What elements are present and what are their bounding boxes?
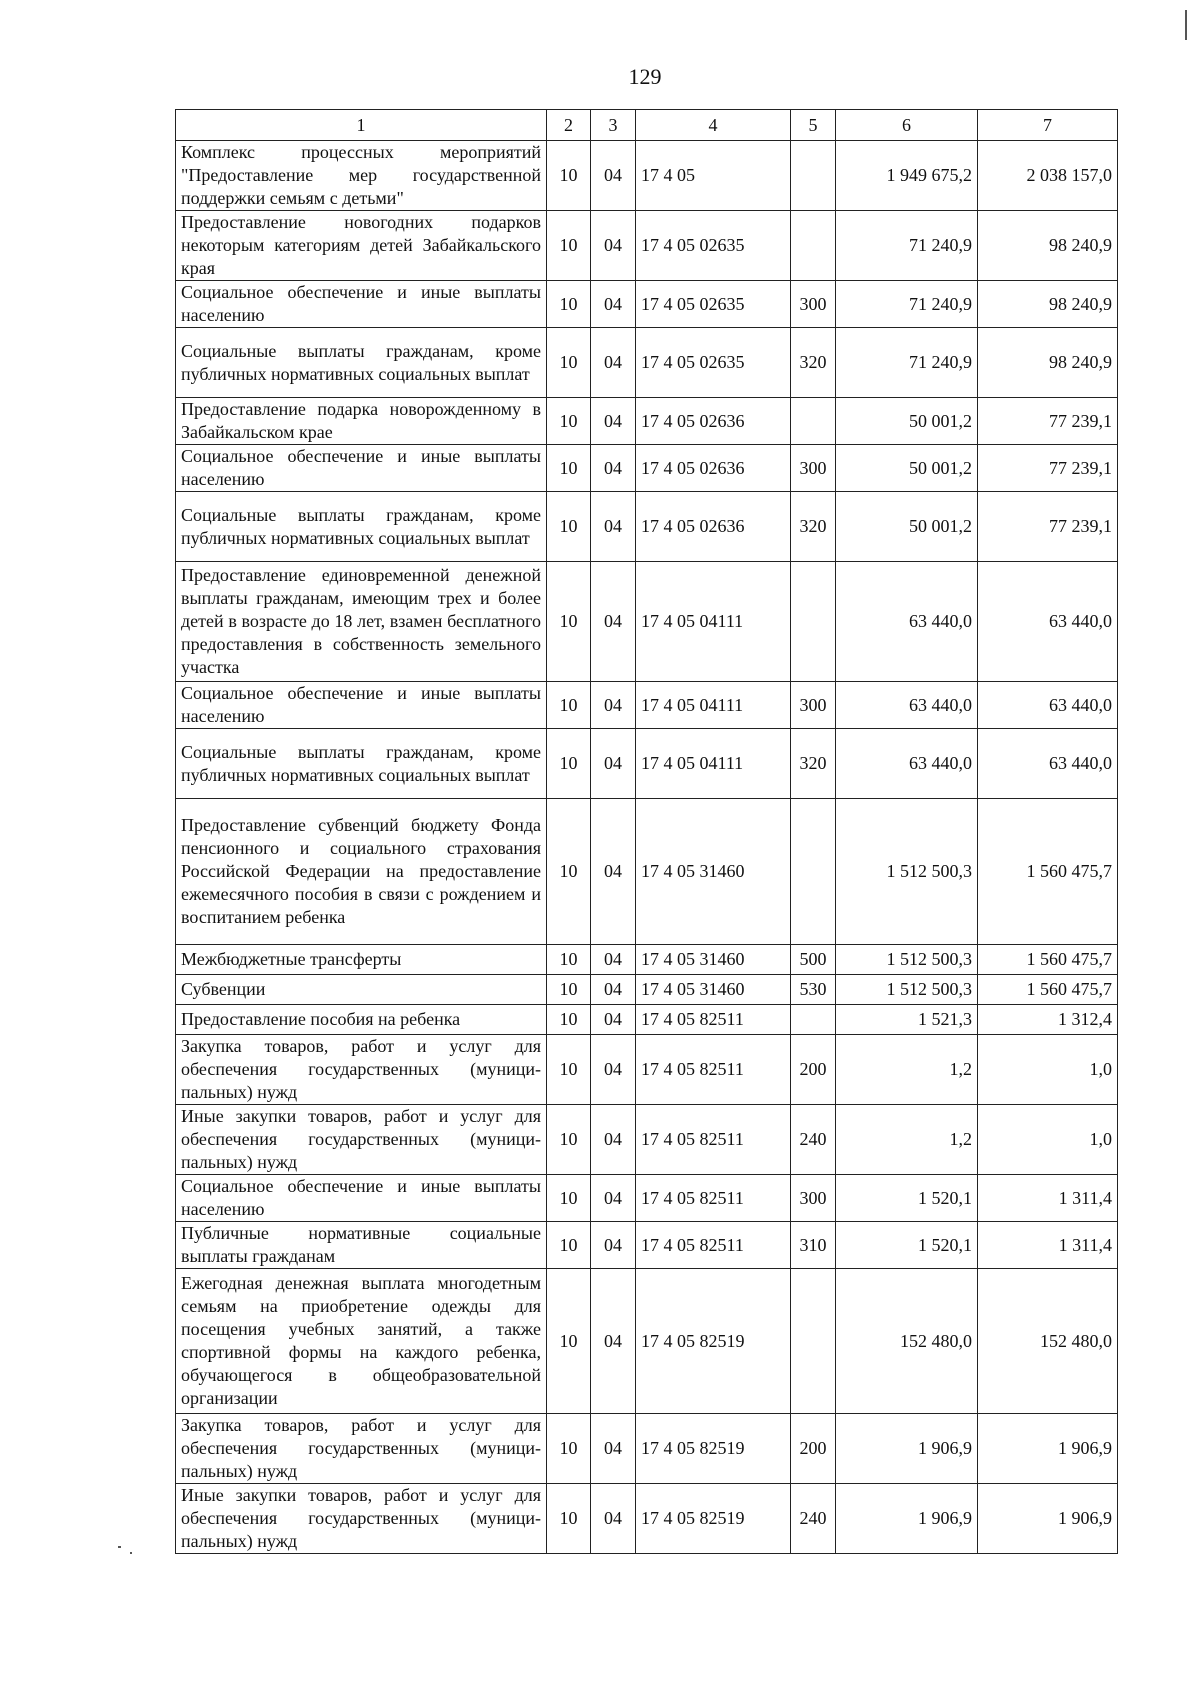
- row-target-code: 17 4 05 02635: [636, 328, 791, 398]
- page-number: 129: [628, 64, 662, 89]
- table-row: [176, 328, 1118, 398]
- row-amount-col6: 1 512 500,3: [836, 975, 978, 1005]
- row-expense-type: 300: [791, 445, 836, 492]
- column-header: 7: [978, 110, 1118, 141]
- row-section: 10: [547, 1222, 591, 1269]
- row-amount-col7: 98 240,9: [978, 328, 1118, 398]
- row-name: Закупка товаров, работ и услуг для обеспечения государственных (муниципальных) нужд: [176, 1035, 547, 1105]
- table-row: [176, 799, 1118, 945]
- row-name: Социальные выплаты гражданам, кроме публичных нормативных социальных выплат: [176, 328, 547, 398]
- row-section: 10: [547, 729, 591, 799]
- scan-mark: [1185, 10, 1187, 40]
- row-subsection: 04: [591, 211, 636, 281]
- row-name: Комплекс процессных мероприятий "Предоставление мер государственной поддержки семьям с детьми": [176, 141, 547, 211]
- row-target-code: 17 4 05 82511: [636, 1175, 791, 1222]
- row-target-code: 17 4 05 82511: [636, 1222, 791, 1269]
- row-amount-col7: 1 560 475,7: [978, 975, 1118, 1005]
- row-subsection: 04: [591, 1222, 636, 1269]
- row-amount-col7: 1 311,4: [978, 1222, 1118, 1269]
- row-subsection: 04: [591, 1175, 636, 1222]
- row-subsection: 04: [591, 1269, 636, 1414]
- row-amount-col6: 1 512 500,3: [836, 799, 978, 945]
- row-expense-type: 530: [791, 975, 836, 1005]
- table-row: [176, 1175, 1118, 1222]
- table-row: [176, 445, 1118, 492]
- row-amount-col7: 98 240,9: [978, 211, 1118, 281]
- column-header: 6: [836, 110, 978, 141]
- row-expense-type: 200: [791, 1414, 836, 1484]
- column-header: 2: [547, 110, 591, 141]
- row-expense-type: 320: [791, 492, 836, 562]
- row-section: 10: [547, 1175, 591, 1222]
- row-expense-type: 200: [791, 1035, 836, 1105]
- row-amount-col7: 63 440,0: [978, 682, 1118, 729]
- table-row: [176, 1105, 1118, 1175]
- row-amount-col7: 77 239,1: [978, 445, 1118, 492]
- row-name: Предоставление субвенций бюджету Фонда пенсионного и социального страхования Российской Федерации на предоставление ежемесячного пособия в связи с рождением и воспитанием ребенка: [176, 799, 547, 945]
- row-amount-col7: 1 906,9: [978, 1484, 1118, 1554]
- row-name: Социальное обеспечение и иные выплаты населению: [176, 1175, 547, 1222]
- row-amount-col6: 71 240,9: [836, 211, 978, 281]
- row-section: 10: [547, 281, 591, 328]
- row-target-code: 17 4 05 82519: [636, 1269, 791, 1414]
- row-amount-col6: 63 440,0: [836, 729, 978, 799]
- row-subsection: 04: [591, 682, 636, 729]
- row-target-code: 17 4 05 31460: [636, 945, 791, 975]
- row-amount-col7: 98 240,9: [978, 281, 1118, 328]
- row-amount-col6: 50 001,2: [836, 445, 978, 492]
- row-subsection: 04: [591, 562, 636, 682]
- row-target-code: 17 4 05 82511: [636, 1105, 791, 1175]
- row-amount-col7: 63 440,0: [978, 729, 1118, 799]
- row-target-code: 17 4 05 82511: [636, 1005, 791, 1035]
- column-header: 4: [636, 110, 791, 141]
- row-target-code: 17 4 05 31460: [636, 799, 791, 945]
- row-name: Социальное обеспечение и иные выплаты населению: [176, 682, 547, 729]
- row-section: 10: [547, 682, 591, 729]
- row-amount-col7: 77 239,1: [978, 492, 1118, 562]
- row-target-code: 17 4 05 02635: [636, 211, 791, 281]
- row-amount-col7: 1,0: [978, 1105, 1118, 1175]
- row-amount-col6: 1,2: [836, 1105, 978, 1175]
- row-section: 10: [547, 328, 591, 398]
- table-header-row: [176, 110, 1118, 141]
- row-section: 10: [547, 945, 591, 975]
- row-subsection: 04: [591, 1105, 636, 1175]
- table-row: [176, 1005, 1118, 1035]
- row-subsection: 04: [591, 328, 636, 398]
- table-row: [176, 1035, 1118, 1105]
- row-amount-col6: 1 906,9: [836, 1414, 978, 1484]
- row-amount-col6: 1 949 675,2: [836, 141, 978, 211]
- row-section: 10: [547, 1414, 591, 1484]
- table-row: [176, 1414, 1118, 1484]
- row-expense-type: 240: [791, 1484, 836, 1554]
- row-target-code: 17 4 05 02635: [636, 281, 791, 328]
- table-row: [176, 211, 1118, 281]
- row-amount-col6: 152 480,0: [836, 1269, 978, 1414]
- row-section: 10: [547, 492, 591, 562]
- row-expense-type: 240: [791, 1105, 836, 1175]
- row-expense-type: [791, 1005, 836, 1035]
- row-amount-col7: 1,0: [978, 1035, 1118, 1105]
- row-subsection: 04: [591, 1484, 636, 1554]
- column-header: 3: [591, 110, 636, 141]
- row-amount-col6: 1 520,1: [836, 1222, 978, 1269]
- row-amount-col6: 1,2: [836, 1035, 978, 1105]
- row-target-code: 17 4 05: [636, 141, 791, 211]
- row-amount-col6: 63 440,0: [836, 682, 978, 729]
- row-amount-col7: 77 239,1: [978, 398, 1118, 445]
- row-expense-type: [791, 141, 836, 211]
- row-amount-col6: 1 521,3: [836, 1005, 978, 1035]
- row-section: 10: [547, 1105, 591, 1175]
- row-expense-type: [791, 211, 836, 281]
- row-name: Субвенции: [176, 975, 547, 1005]
- table-row: [176, 1222, 1118, 1269]
- row-expense-type: 300: [791, 281, 836, 328]
- scan-speck: [130, 1552, 132, 1554]
- row-amount-col7: 1 311,4: [978, 1175, 1118, 1222]
- row-name: Социальные выплаты гражданам, кроме публичных нормативных социальных выплат: [176, 729, 547, 799]
- row-subsection: 04: [591, 975, 636, 1005]
- row-subsection: 04: [591, 281, 636, 328]
- row-section: 10: [547, 1005, 591, 1035]
- row-section: 10: [547, 141, 591, 211]
- row-expense-type: [791, 1269, 836, 1414]
- row-subsection: 04: [591, 141, 636, 211]
- row-amount-col6: 63 440,0: [836, 562, 978, 682]
- table-row: [176, 682, 1118, 729]
- row-amount-col6: 50 001,2: [836, 398, 978, 445]
- row-subsection: 04: [591, 1414, 636, 1484]
- table-body: [176, 141, 1118, 1554]
- row-name: Социальные выплаты гражданам, кроме публичных нормативных социальных выплат: [176, 492, 547, 562]
- row-name: Предоставление подарка новорожденному в Забайкальском крае: [176, 398, 547, 445]
- budget-table: [175, 109, 1118, 1554]
- row-subsection: 04: [591, 1035, 636, 1105]
- row-amount-col6: 71 240,9: [836, 328, 978, 398]
- row-expense-type: 310: [791, 1222, 836, 1269]
- row-name: Ежегодная денежная выплата многодетным семьям на приобретение одежды для посещения учебных занятий, а также спортивной формы на каждого ребенка, обучающегося в общеобразовательной организации: [176, 1269, 547, 1414]
- row-amount-col7: 1 560 475,7: [978, 799, 1118, 945]
- row-target-code: 17 4 05 82519: [636, 1414, 791, 1484]
- row-target-code: 17 4 05 31460: [636, 975, 791, 1005]
- column-header: 5: [791, 110, 836, 141]
- table-row: [176, 281, 1118, 328]
- row-section: 10: [547, 975, 591, 1005]
- row-section: 10: [547, 445, 591, 492]
- row-section: 10: [547, 562, 591, 682]
- row-amount-col7: 63 440,0: [978, 562, 1118, 682]
- row-section: 10: [547, 211, 591, 281]
- row-name: Иные закупки товаров, работ и услуг для обеспечения государственных (муниципальных) нужд: [176, 1484, 547, 1554]
- row-amount-col7: 152 480,0: [978, 1269, 1118, 1414]
- row-expense-type: 300: [791, 682, 836, 729]
- row-expense-type: [791, 398, 836, 445]
- row-subsection: 04: [591, 445, 636, 492]
- table-row: [176, 492, 1118, 562]
- row-expense-type: 500: [791, 945, 836, 975]
- row-name: Публичные нормативные социальные выплаты гражданам: [176, 1222, 547, 1269]
- row-amount-col7: 1 312,4: [978, 1005, 1118, 1035]
- table-row: [176, 141, 1118, 211]
- table-row: [176, 1484, 1118, 1554]
- row-target-code: 17 4 05 02636: [636, 398, 791, 445]
- row-subsection: 04: [591, 1005, 636, 1035]
- row-target-code: 17 4 05 82519: [636, 1484, 791, 1554]
- row-expense-type: [791, 562, 836, 682]
- row-subsection: 04: [591, 729, 636, 799]
- row-section: 10: [547, 799, 591, 945]
- row-subsection: 04: [591, 398, 636, 445]
- row-amount-col6: 1 906,9: [836, 1484, 978, 1554]
- table-row: [176, 398, 1118, 445]
- row-section: 10: [547, 1269, 591, 1414]
- row-name: Межбюджетные трансферты: [176, 945, 547, 975]
- row-name: Иные закупки товаров, работ и услуг для обеспечения государственных (муниципальных) нужд: [176, 1105, 547, 1175]
- row-amount-col6: 50 001,2: [836, 492, 978, 562]
- table-row: [176, 945, 1118, 975]
- row-target-code: 17 4 05 04111: [636, 562, 791, 682]
- row-amount-col7: 2 038 157,0: [978, 141, 1118, 211]
- row-target-code: 17 4 05 04111: [636, 682, 791, 729]
- row-target-code: 17 4 05 02636: [636, 492, 791, 562]
- column-header: 1: [176, 110, 547, 141]
- row-name: Предоставление новогодних подарков некоторым категориям детей Забайкальского края: [176, 211, 547, 281]
- row-amount-col6: 1 512 500,3: [836, 945, 978, 975]
- row-target-code: 17 4 05 82511: [636, 1035, 791, 1105]
- row-name: Предоставление пособия на ребенка: [176, 1005, 547, 1035]
- row-section: 10: [547, 398, 591, 445]
- table-row: [176, 562, 1118, 682]
- row-name: Закупка товаров, работ и услуг для обеспечения государственных (муниципальных) нужд: [176, 1414, 547, 1484]
- row-subsection: 04: [591, 945, 636, 975]
- row-name: Предоставление единовременной денежной выплаты гражданам, имеющим трех и более детей в возрасте до 18 лет, взамен бесплатного предоставления в собственность земельного участка: [176, 562, 547, 682]
- table-row: [176, 975, 1118, 1005]
- row-amount-col6: 71 240,9: [836, 281, 978, 328]
- row-expense-type: 320: [791, 328, 836, 398]
- row-amount-col7: 1 906,9: [978, 1414, 1118, 1484]
- row-target-code: 17 4 05 02636: [636, 445, 791, 492]
- row-section: 10: [547, 1484, 591, 1554]
- table-row: [176, 729, 1118, 799]
- table-row: [176, 1269, 1118, 1414]
- row-subsection: 04: [591, 799, 636, 945]
- row-amount-col6: 1 520,1: [836, 1175, 978, 1222]
- scan-speck: [118, 1546, 121, 1548]
- row-name: Социальное обеспечение и иные выплаты населению: [176, 445, 547, 492]
- row-expense-type: [791, 799, 836, 945]
- row-target-code: 17 4 05 04111: [636, 729, 791, 799]
- row-expense-type: 300: [791, 1175, 836, 1222]
- row-expense-type: 320: [791, 729, 836, 799]
- row-amount-col7: 1 560 475,7: [978, 945, 1118, 975]
- row-section: 10: [547, 1035, 591, 1105]
- row-subsection: 04: [591, 492, 636, 562]
- row-name: Социальное обеспечение и иные выплаты населению: [176, 281, 547, 328]
